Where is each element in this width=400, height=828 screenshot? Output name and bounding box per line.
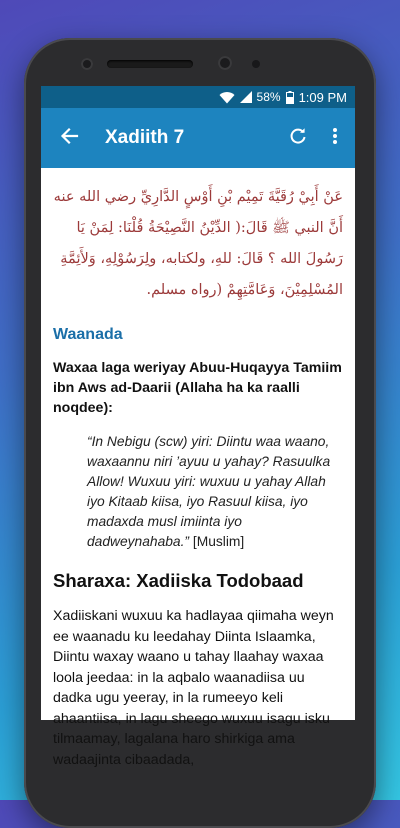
hadith-content [41,168,355,770]
refresh-button[interactable] [281,108,315,168]
earpiece-speaker [107,60,193,68]
secondary-camera [218,56,232,70]
explanation-heading: Sharaxa: Xadiiska Todobaad [53,570,304,591]
battery-icon [286,91,294,104]
proximity-sensor [252,60,260,68]
more-vert-icon [332,127,338,150]
app-screen [41,86,355,768]
signal-icon [240,91,252,103]
back-button[interactable] [41,108,97,168]
page-title: Xadiith 7 [105,127,185,148]
arabic-hadith-text: عَنْ أَبِيْ رُقَيَّةَ تَمِيْم بْنِ أَوْسٍ الدَّارِيِّ رضي الله عنه أَنَّ النبي ﷺ قَالَ:( الدِّيْنُ النَّصِيْحَةُ قُلْنَا: لِمَنْ يَا رَسُولَ الله ؟ قَالَ: للهِ، ولكتابه، ولِرَسُوْلِهِ، وَلأَئِمَّةِ المُسْلِمِيْنَ، وَعَامَّتِهِمْ (رواه مسلم. [53,189,343,298]
wifi-icon [219,91,235,104]
front-camera [81,58,93,70]
translation-heading: Waanada [53,326,123,343]
hadith-quote [87,432,343,552]
quote-source: [Muslim] [189,534,245,549]
overflow-menu-button[interactable] [315,108,355,168]
status-bar [41,86,355,108]
quote-text: “In Nebigu (scw) yiri: Diintu waa waano, waxaannu niri ’ayuu u yahay? Rasuulka Allow! Wuxuu yiri: wuxuu u yahay Allah iyo Kitaab kiisa, iyo Rasuul kiisa, iyo madaxda musl imiinta iyo dadweynahaba.” [87,434,331,549]
explanation-body: Xadiiskani wuxuu ka hadlayaa qiimaha weyn ee waanadu ku leedahay Diinta Islaamka, Diintu waxay waano u tahay llaahay waxaa loola jeedaa: in la aqbalo waanadiisa uu dadka ugu yeeray, in la rumeeyo keli ahaantiisa, in lagu sheego wuxuu isagu isku tilmaamay, lagalana haro shirkiga ama wadaajinta cibaadada, [53,608,334,768]
status-time: 1:09 PM [298,89,347,105]
app-toolbar [41,108,355,168]
battery-percent: 58% [256,90,281,104]
arrow-back-icon [60,127,78,150]
refresh-icon [289,127,307,150]
narration-intro: Waxaa laga weriyay Abuu-Huqayya Tamiim ibn Aws ad-Daarii (Allaha ha ka raalli noqdee): [53,360,342,416]
